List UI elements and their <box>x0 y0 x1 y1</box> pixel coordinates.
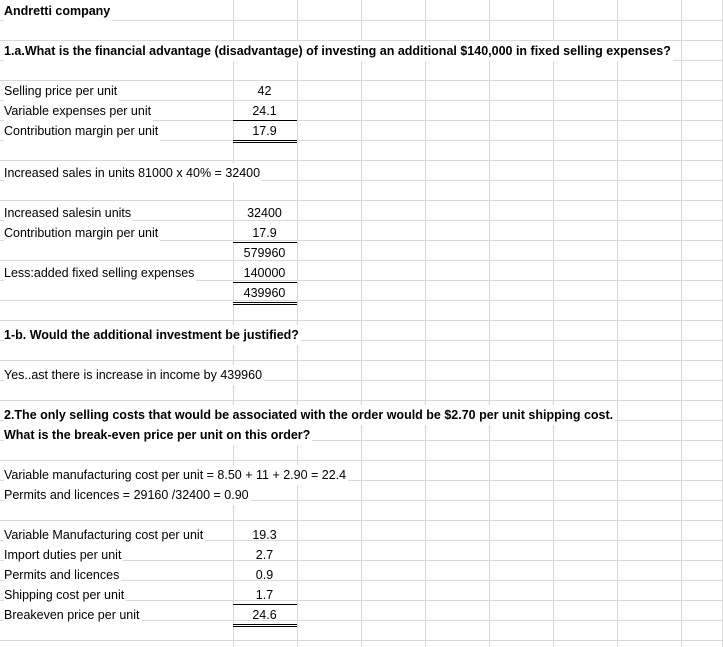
variable-manufacturing-line[interactable]: Variable manufacturing cost per unit = 8.50 + 11 + 2.90 = 22.4 <box>4 465 348 485</box>
gridline <box>425 0 426 647</box>
gridline <box>0 520 723 521</box>
gridline <box>0 300 723 301</box>
increased-sales-line[interactable]: Increased sales in units 81000 x 40% = 32400 <box>4 163 262 183</box>
gridline <box>0 260 723 261</box>
cell-contribution-margin-2[interactable]: 17.9 <box>252 226 277 240</box>
gridline <box>0 160 723 161</box>
row-label-added-fixed-expenses[interactable]: Less:added fixed selling expenses <box>4 263 196 283</box>
row-label-contribution-margin[interactable]: Contribution margin per unit <box>4 121 160 141</box>
gridline <box>617 0 618 647</box>
row-label-permits-licences[interactable]: Permits and licences <box>4 565 121 585</box>
question-1b-answer[interactable]: Yes..ast there is increase in income by 439960 <box>4 365 264 385</box>
cell-breakeven-price[interactable]: 24.6 <box>252 608 277 622</box>
question-1b-heading[interactable]: 1-b. Would the additional investment be justified? <box>4 325 301 345</box>
row-label-shipping-cost[interactable]: Shipping cost per unit <box>4 585 126 605</box>
gridline <box>0 320 723 321</box>
double-underline <box>233 302 297 303</box>
cell-selling-price[interactable]: 42 <box>257 84 272 98</box>
gridline <box>0 640 723 641</box>
cell-increased-sales-units[interactable]: 32400 <box>247 206 282 220</box>
cell-net-advantage[interactable]: 439960 <box>243 286 286 300</box>
permits-line[interactable]: Permits and licences = 29160 /32400 = 0.90 <box>4 485 251 505</box>
question-2-heading-line1[interactable]: 2.The only selling costs that would be associated with the order would be $2.70 per unit shipping cost. <box>4 405 615 425</box>
cell-permits-licences[interactable]: 0.9 <box>255 568 274 582</box>
cell-shipping-cost[interactable]: 1.7 <box>255 588 274 602</box>
gridline <box>489 0 490 647</box>
cell-total-contribution[interactable]: 579960 <box>243 246 286 260</box>
row-label-contribution-margin-2[interactable]: Contribution margin per unit <box>4 223 160 243</box>
cell-variable-expenses[interactable]: 24.1 <box>252 104 277 118</box>
double-underline <box>233 624 297 625</box>
double-underline <box>233 626 297 627</box>
sheet-title[interactable]: Andretti company <box>4 1 112 21</box>
gridline <box>0 360 723 361</box>
cell-variable-manufacturing[interactable]: 19.3 <box>252 528 277 542</box>
double-underline <box>233 142 297 143</box>
double-underline <box>233 304 297 305</box>
row-label-selling-price[interactable]: Selling price per unit <box>4 81 119 101</box>
row-label-variable-expenses[interactable]: Variable expenses per unit <box>4 101 153 121</box>
cell-contribution-margin[interactable]: 17.9 <box>252 124 277 138</box>
cell-added-fixed-expenses[interactable]: 140000 <box>243 266 286 280</box>
gridline <box>553 0 554 647</box>
gridline <box>0 400 723 401</box>
row-label-increased-sales-units[interactable]: Increased salesin units <box>4 203 133 223</box>
double-underline <box>233 140 297 141</box>
gridline <box>681 0 682 647</box>
cell-import-duties[interactable]: 2.7 <box>255 548 274 562</box>
row-label-breakeven-price[interactable]: Breakeven price per unit <box>4 605 142 625</box>
gridline <box>0 460 723 461</box>
gridline <box>0 200 723 201</box>
question-1a-heading[interactable]: 1.a.What is the financial advantage (disadvantage) of investing an additional $140,000 in fixed selling expenses? <box>4 41 673 61</box>
gridline <box>361 0 362 647</box>
question-2-heading-line2[interactable]: What is the break-even price per unit on this order? <box>4 425 312 445</box>
row-label-variable-manufacturing[interactable]: Variable Manufacturing cost per unit <box>4 525 205 545</box>
gridline <box>297 0 298 647</box>
row-label-import-duties[interactable]: Import duties per unit <box>4 545 123 565</box>
